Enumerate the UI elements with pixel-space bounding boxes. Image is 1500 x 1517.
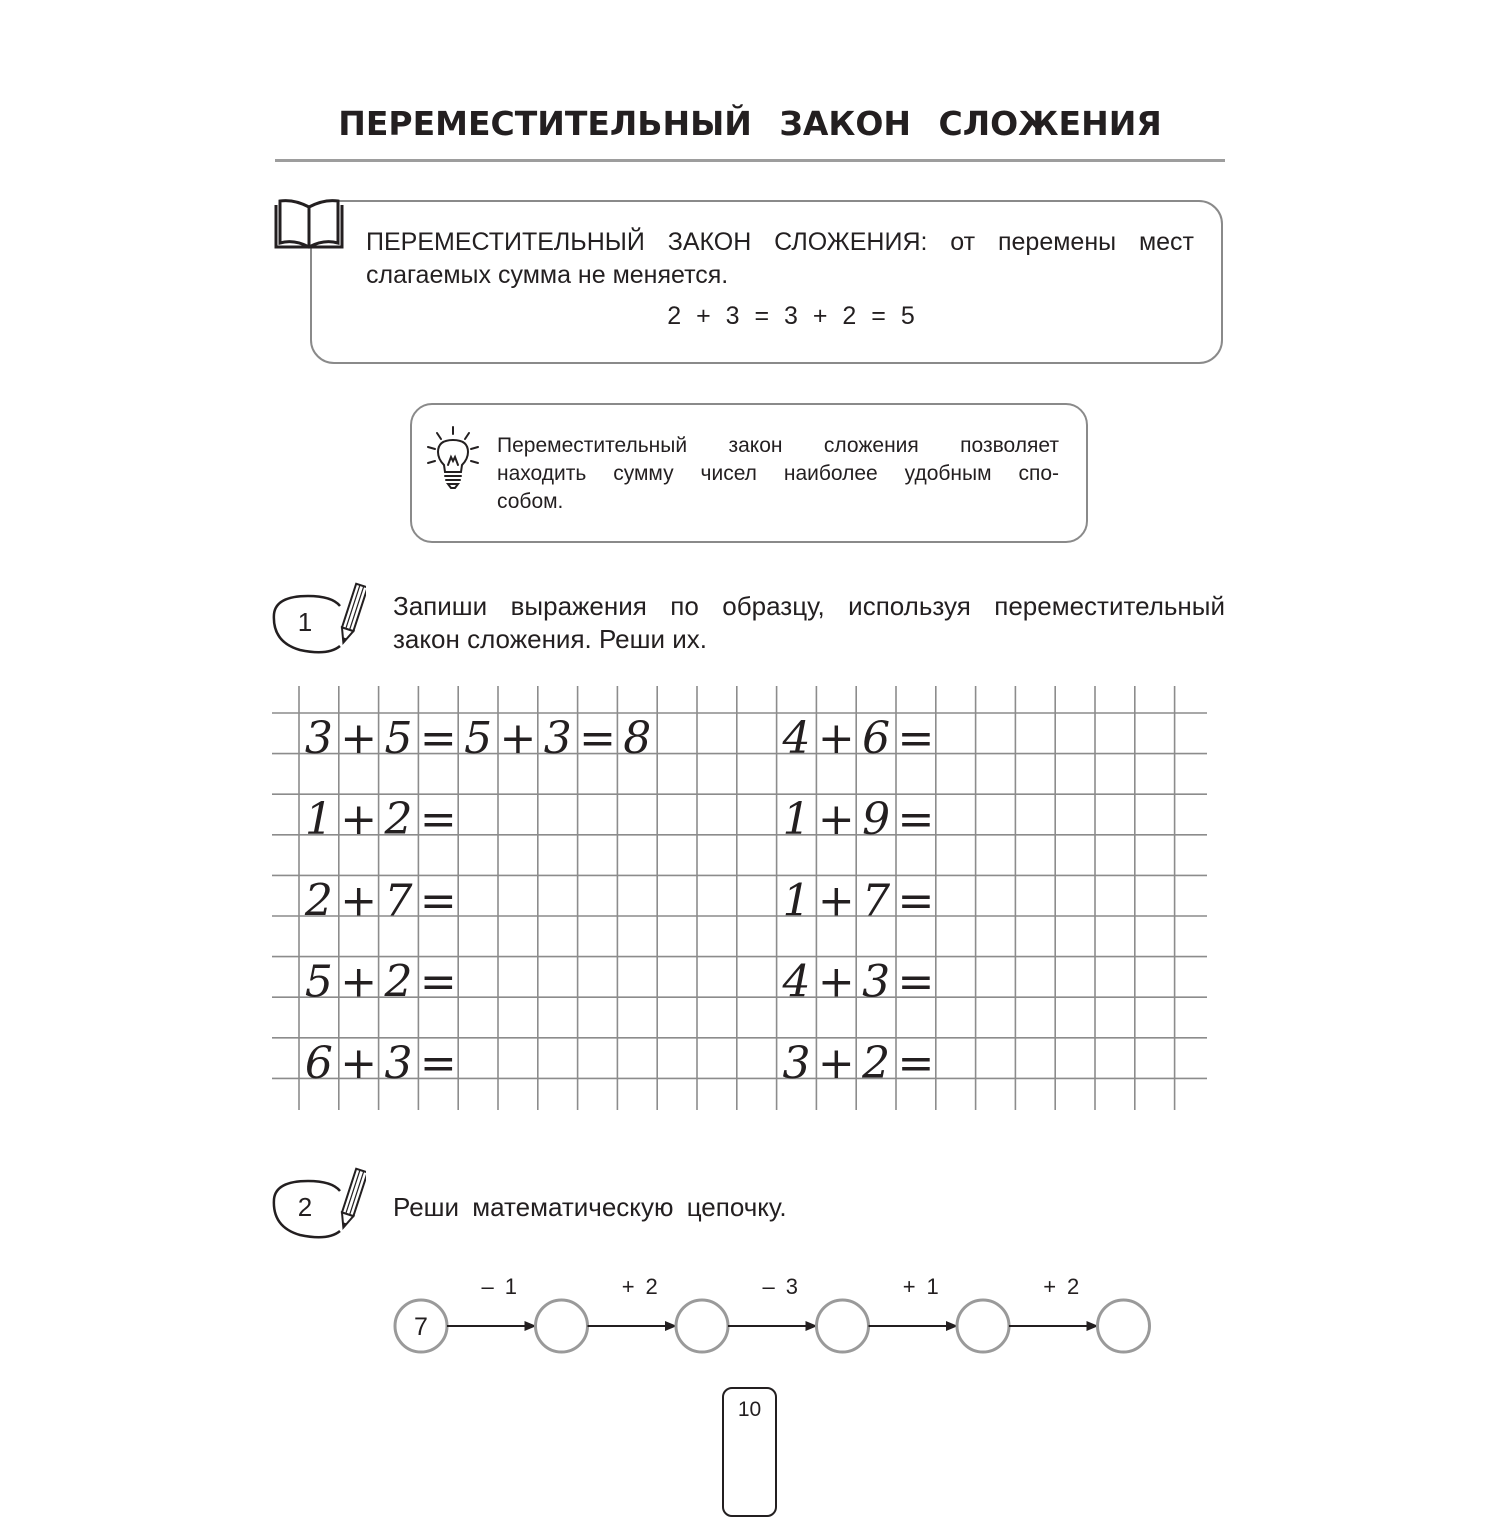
chain-operation: – 1 [481,1274,517,1299]
chain-answer-circle[interactable] [536,1300,588,1352]
task-1-line-1: Запиши выражения по образцу, используя переместительный [393,591,1225,621]
expression-char: = [419,956,457,1008]
rule-line-2: слагаемых сумма не меняется. [366,261,729,289]
expression-char: = [897,713,935,764]
expression-char: + [817,875,855,927]
expression-char: 2 [862,1037,891,1089]
chain-answer-circle[interactable] [1098,1300,1150,1352]
expression-char: = [897,956,935,1008]
expression-char: + [340,1037,378,1089]
expression-char: 3 [304,713,333,764]
expression-char: 4 [782,713,811,764]
expression-char: 6 [862,713,891,764]
expression-char: = [897,875,935,927]
task-1-number: 1 [297,607,313,637]
chain-answer-circle[interactable] [676,1300,728,1352]
expression-char: + [817,956,855,1008]
expression-char: 9 [862,794,891,846]
rule-example: 2 + 3 = 3 + 2 = 5 [667,302,916,330]
task-2-number: 2 [297,1192,313,1222]
chain-operation: + 2 [1043,1274,1080,1299]
expression-char: 8 [623,713,652,764]
expression-char: 4 [782,956,811,1008]
expression-char: + [817,1037,855,1089]
expression-char: = [419,713,457,764]
page-title: ПЕРЕМЕСТИТЕЛЬНЫЙ ЗАКОН СЛОЖЕНИЯ [338,104,1162,143]
expression-char: = [897,794,935,846]
expression-char: 3 [543,713,572,764]
tip-line-1: Переместительный закон сложения позволяет [497,434,1059,457]
expression-char: 5 [384,713,413,764]
tip-line-3: собом. [497,490,564,513]
chain-operation: – 3 [762,1274,798,1299]
expression-char: + [340,875,378,927]
math-chain [380,1270,1180,1375]
expression-char: 5 [464,713,493,764]
expression-char: = [419,875,457,927]
expression-char: 2 [384,956,413,1008]
expression-char: 2 [304,875,333,927]
rule-text [366,226,1194,292]
tip-text [497,432,1059,516]
expression-char: + [817,713,855,764]
expression-char: = [419,1037,457,1089]
expression-char: 7 [862,875,891,927]
chain-answer-circle[interactable] [817,1300,869,1352]
expression-char: + [817,794,855,846]
title-divider [275,159,1225,162]
chain-operation: + 1 [902,1274,939,1299]
expression-char: 1 [782,875,811,927]
expression-char: 1 [782,794,811,846]
task-2-text: Реши математическую цепочку. [393,1192,787,1222]
expression-char: 6 [304,1037,333,1089]
rule-line-1: ПЕРЕМЕСТИТЕЛЬНЫЙ ЗАКОН СЛОЖЕНИЯ: от перемены мест [366,228,1194,256]
expression-char: 1 [304,794,333,846]
task-1-line-2: закон сложения. Реши их. [393,624,707,654]
task-1-text [393,590,1225,656]
expression-char: + [340,956,378,1008]
expression-char: + [340,713,378,764]
expression-char: = [579,713,616,764]
expression-char: = [419,794,457,846]
chain-answer-circle[interactable] [957,1300,1009,1352]
expression-char: + [340,794,378,846]
expression-char: 7 [384,875,413,927]
book-icon [272,199,346,262]
chain-start-value: 7 [414,1313,428,1341]
page-number: 10 [737,1398,762,1421]
lightbulb-icon [424,425,482,496]
expression-char: 3 [782,1037,811,1089]
expression-char: 5 [304,956,333,1008]
exercise-grid[interactable] [272,686,1212,1117]
expression-char: 3 [862,956,891,1008]
tip-line-2: находить сумму чисел наиболее удобным спо- [497,462,1059,485]
expression-char: + [499,713,537,764]
chain-operation: + 2 [621,1274,658,1299]
expression-char: = [897,1037,935,1089]
expression-char: 3 [384,1037,413,1089]
expression-char: 2 [384,794,413,846]
